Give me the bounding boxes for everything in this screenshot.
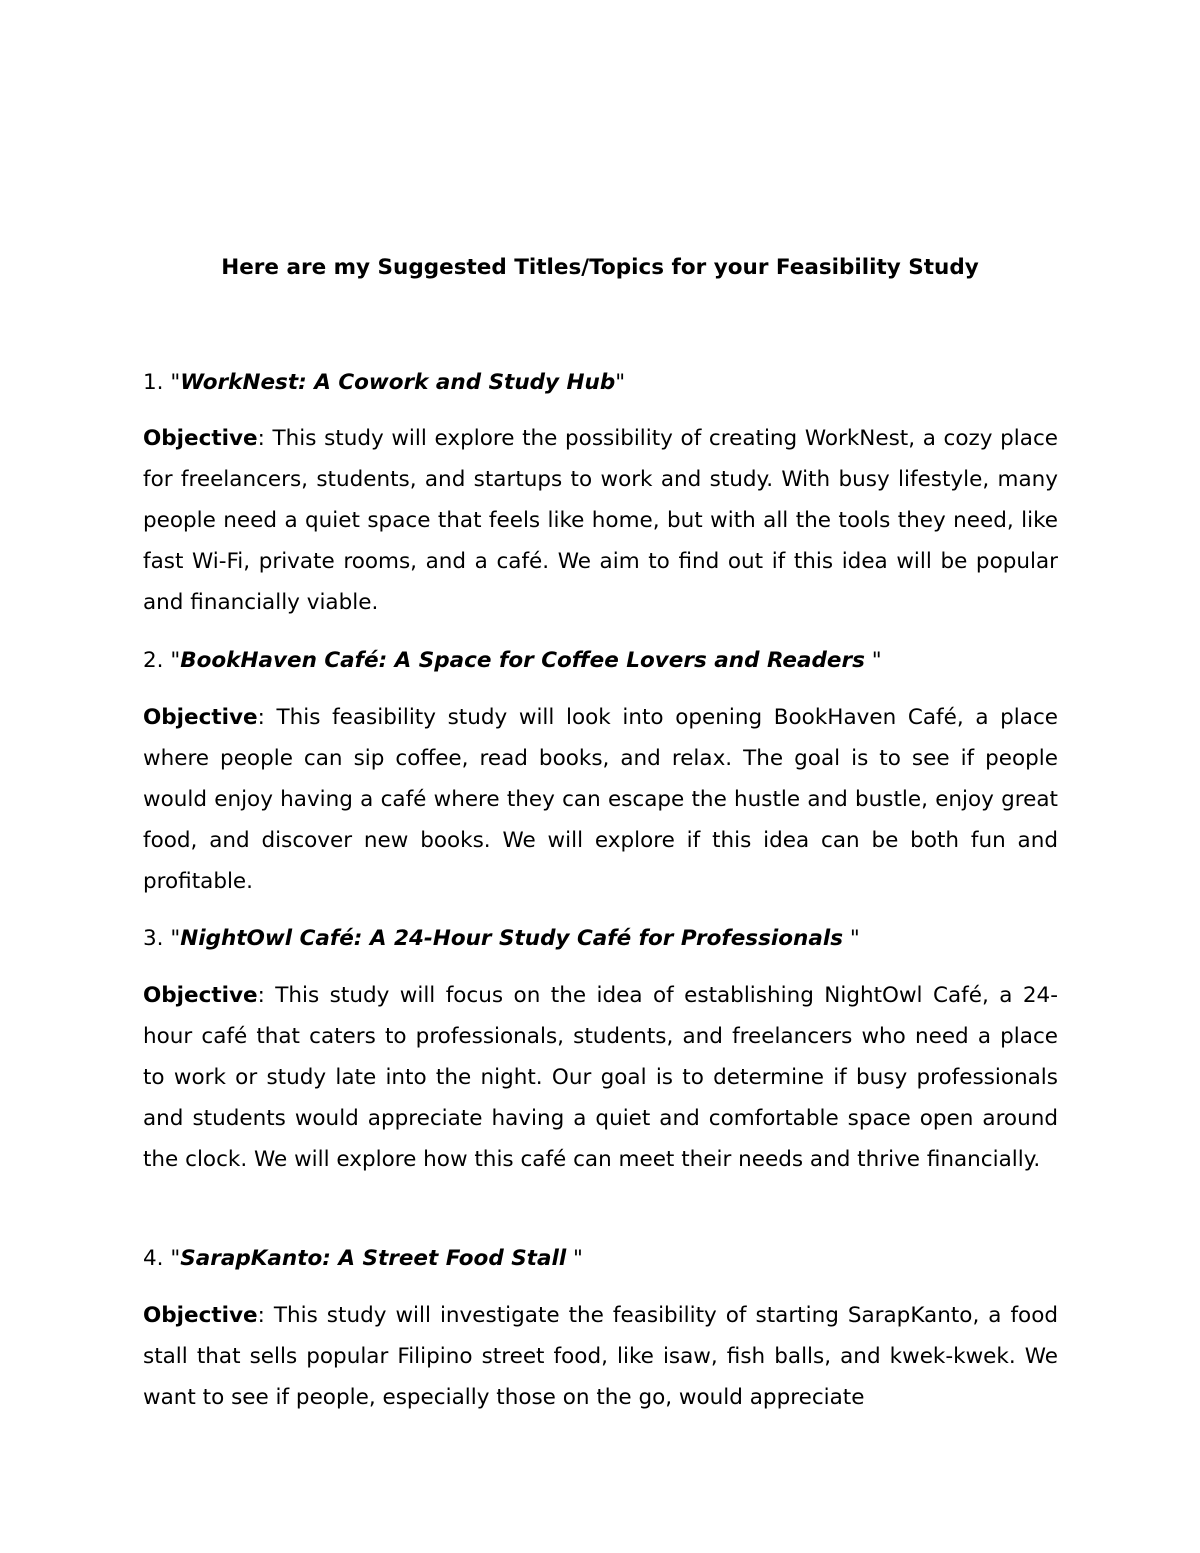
topic-objective-3	[143, 975, 1058, 1180]
topic-number: 2. "	[143, 648, 181, 673]
topic-quote: "	[864, 648, 882, 673]
topic-objective-1	[143, 418, 1058, 623]
objective-label: Objective	[143, 1303, 258, 1328]
topic-number: 4. "	[143, 1246, 181, 1271]
objective-label: Objective	[143, 426, 258, 451]
topic-title-3	[143, 924, 1058, 954]
topic-quote: "	[843, 926, 860, 951]
objective-text: : This study will explore the possibility of creating WorkNest, a cozy place for freelancers, students, and startups to work and study. With busy lifestyle, many people need a quiet space that feels like home, but with all the tools they need, like fast Wi-Fi, private rooms, and a café. We aim to find out if this idea will be popular and financially viable.	[143, 426, 1058, 615]
topic-name: BookHaven Café: A Space for Coffee Lovers and Readers	[180, 648, 865, 673]
objective-label: Objective	[143, 983, 258, 1008]
topic-name: SarapKanto: A Street Food Stall	[180, 1246, 567, 1271]
topic-number: 3. "	[143, 926, 181, 951]
topic-objective-4	[143, 1295, 1058, 1418]
topic-title-4	[143, 1244, 1058, 1274]
objective-text: : This study will investigate the feasibility of starting SarapKanto, a food stall that sells popular Filipino street food, like isaw, fish balls, and kwek-kwek. We want to see if people, especially those on the go, would appreciate	[143, 1303, 1058, 1410]
topic-objective-2	[143, 697, 1058, 902]
topic-title-1	[143, 368, 1058, 398]
topic-quote: "	[566, 1246, 583, 1271]
topic-number: 1. "	[143, 370, 181, 395]
objective-text: : This feasibility study will look into opening BookHaven Café, a place where people can sip coffee, read books, and relax. The goal is to see if people would enjoy having a café where they can escape the hustle and bustle, enjoy great food, and discover new books. We will explore if this idea can be both fun and profitable.	[143, 705, 1058, 894]
objective-text: : This study will focus on the idea of establishing NightOwl Café, a 24-hour café that caters to professionals, students, and freelancers who need a place to work or study late into the night. Our goal is to determine if busy professionals and students would appreciate having a quiet and comfortable space open around the clock. We will explore how this café can meet their needs and thrive financially.	[143, 983, 1058, 1172]
document-heading: Here are my Suggested Titles/Topics for your Feasibility Study	[221, 255, 979, 280]
topic-title-2	[143, 646, 1058, 676]
topic-name: WorkNest: A Cowork and Study Hub	[180, 370, 616, 395]
topic-quote: "	[615, 370, 626, 395]
objective-label: Objective	[143, 705, 258, 730]
topic-name: NightOwl Café: A 24-Hour Study Café for Professionals	[180, 926, 844, 951]
